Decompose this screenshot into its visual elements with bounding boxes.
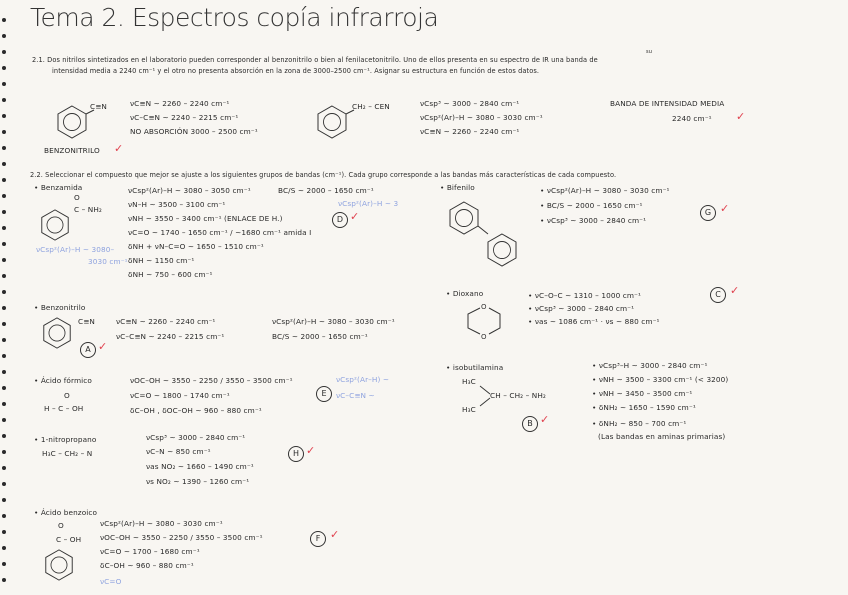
benzene-ring-2 [314,104,350,140]
benzoico-line5: νC=O [100,577,122,586]
ex2-statement: 2.2. Seleccionar el compuesto que mejor se ajuste a los siguientes grupos de bandas (cm⁻¹). Cada grupo corresponde a las bandas más características de cada compuesto. [30,171,617,179]
page-title: Tema 2. Espectros copía infrarroja [30,3,439,32]
bifenilo-line3: • νCsp³ ~ 3000 – 2840 cm⁻¹ [540,216,647,225]
ex1-c1-line2: νC–C≡N ~ 2240 – 2215 cm⁻¹ [130,113,239,122]
check-mark: ✓ [736,110,746,123]
isobutilamina-line2: • νNH ~ 3500 – 3300 cm⁻¹ (< 3200) [592,375,729,384]
benzamida-line3: νNH ~ 3550 – 3400 cm⁻¹ (ENLACE DE H.) [128,214,283,223]
benzene-ring-benzamida [38,208,72,242]
check-mark: ✓ [720,202,730,215]
benzoico-line4: δC–OH ~ 960 – 880 cm⁻¹ [100,561,194,570]
benzoico-name: • Ácido benzoico [34,508,98,517]
isobutylamine-bonds [478,384,492,408]
benzamida-line6: δNH ~ 1150 cm⁻¹ [128,256,195,265]
nitropropano-structure: H₃C – CH₂ – N [42,449,93,458]
isobutilamina-line4: • δNH₂ ~ 1650 – 1590 cm⁻¹ [592,403,696,412]
benzoico-o: O [58,521,64,530]
answer-circle: A [80,342,96,358]
dioxano-name: • Dioxano [446,289,484,298]
benzamida-line7: δNH ~ 750 – 600 cm⁻¹ [128,270,213,279]
ex1-c1-substituent: C≡N [90,102,107,111]
check-mark: ✓ [306,444,316,457]
benzamida-line4: νC=O ~ 1740 – 1650 cm⁻¹ / ~1680 cm⁻¹ amida I [128,228,312,237]
ex1-c2-line3: νC≡N ~ 2260 – 2240 cm⁻¹ [420,127,520,136]
bifenilo-line1: • νCsp²(Ar)–H ~ 3080 – 3030 cm⁻¹ [540,186,670,195]
benzonitrilo-line1: νC≡N ~ 2260 – 2240 cm⁻¹ [116,317,216,326]
answer-circle: F [310,531,326,547]
answer-circle: B [522,416,538,432]
isobutilamina-line6: (Las bandas en aminas primarias) [598,432,726,441]
isobutilamina-struct-3: H₃C [462,405,476,414]
check-mark: ✓ [98,340,108,353]
benzamida-line2: νN–H ~ 3500 – 3100 cm⁻¹ [128,200,226,209]
ex1-c3-line2: 2240 cm⁻¹ [672,114,712,123]
benzamida-o: O [74,193,80,202]
isobutilamina-line1: • νCsp³–H ~ 3000 – 2840 cm⁻¹ [592,361,708,370]
benzonitrilo-line4: BC/S ~ 2000 – 1650 cm⁻¹ [272,332,368,341]
check-mark: ✓ [730,284,740,297]
benzoico-substituent: C – OH [56,535,82,544]
nitropropano-name: • 1-nitropropano [34,435,97,444]
benzonitrilo-line2: νC–C≡N ~ 2240 – 2215 cm⁻¹ [116,332,225,341]
answer-circle: G [700,205,716,221]
benzonitrilo-substituent: C≡N [78,317,95,326]
formico-structure: H – C – OH [44,404,84,413]
ex1-c1-line3: NO ABSORCIÓN 3000 – 2500 cm⁻¹ [130,127,258,136]
isobutilamina-name: • isobutilamina [446,363,504,372]
dioxane-structure [462,302,506,340]
isobutilamina-struct-1: H₃C [462,377,476,386]
ex1-statement-line1: 2.1. Dos nitrilos sintetizados en el laboratorio pueden corresponder al benzonitrilo o bien al fenilacetonitrilo. Uno de ellos presenta en su espectro de IR una banda de [32,56,598,64]
answer-circle: C [710,287,726,303]
dioxano-line3: • νas ~ 1086 cm⁻¹ · νs ~ 880 cm⁻¹ [528,317,660,326]
benzonitrilo-line3: νCsp²(Ar)–H ~ 3080 – 3030 cm⁻¹ [272,317,395,326]
benzamida-bcs: BC/S ~ 2000 – 1650 cm⁻¹ [278,186,374,195]
ex1-note-su: su [646,49,652,55]
benzene-ring-1 [54,104,90,140]
answer-circle: E [316,386,332,402]
svg-text:O: O [481,303,487,311]
ex1-statement-line2: intensidad media a 2240 cm⁻¹ y el otro no presenta absorción en la zona de 3000–2500 cm⁻¹. Asignar su estructura en función de estos datos. [52,67,540,75]
biphenyl-structure [446,200,522,270]
benzene-ring-benzoico [42,548,76,582]
answer-circle: H [288,446,304,462]
ex1-c2-line1: νCsp³ ~ 3000 – 2840 cm⁻¹ [420,99,520,108]
nitropropano-line1: νCsp³ ~ 3000 – 2840 cm⁻¹ [146,433,246,442]
formico-blue-line1: νCsp²(Ar–H) ~ [336,375,390,384]
isobutilamina-struct-2: CH – CH₂ – NH₂ [490,391,546,400]
check-mark: ✓ [114,142,124,155]
dioxano-line1: • νC–O–C ~ 1310 – 1000 cm⁻¹ [528,291,642,300]
benzamida-line1: νCsp²(Ar)–H ~ 3080 – 3050 cm⁻¹ [128,186,251,195]
benzoico-line3: νC=O ~ 1700 – 1680 cm⁻¹ [100,547,200,556]
formico-line1: νOC–OH ~ 3550 – 2250 / 3550 – 3500 cm⁻¹ [130,376,293,385]
bifenilo-line2: • BC/S ~ 2000 – 1650 cm⁻¹ [540,201,643,210]
benzene-ring-benzonitrilo [40,316,74,350]
isobutilamina-line3: • νNH ~ 3450 – 3500 cm⁻¹ [592,389,693,398]
nitropropano-line3: νas NO₂ ~ 1660 – 1490 cm⁻¹ [146,462,254,471]
ex1-c1-line1: νC≡N ~ 2260 – 2240 cm⁻¹ [130,99,230,108]
formico-blue-line2: νC–C≡N ~ [336,391,375,400]
benzoico-line2: νOC–OH ~ 3550 – 2250 / 3550 – 3500 cm⁻¹ [100,533,263,542]
benzamida-blue-side-line2: 3030 cm⁻¹ [88,257,128,266]
benzonitrilo-name: • Benzonitrilo [34,303,86,312]
check-mark: ✓ [330,528,340,541]
benzamida-line5: δNH + νN–C=O ~ 1650 – 1510 cm⁻¹ [128,242,264,251]
svg-text:O: O [481,333,487,341]
ex1-c2-substituent: CH₂ – CEN [352,102,390,111]
benzamida-blue-side-line1: νCsp²(Ar)–H ~ 3080– [36,245,115,254]
check-mark: ✓ [350,210,360,223]
benzamida-name: • Benzamida [34,183,83,192]
formico-line3: δC–OH , δOC–OH ~ 960 – 880 cm⁻¹ [130,406,262,415]
bifenilo-name: • Bifenilo [440,183,475,192]
isobutilamina-line5: • δNH₂ ~ 850 – 700 cm⁻¹ [592,419,687,428]
formico-name: • Ácido fórmico [34,376,92,385]
dioxano-line2: • νCsp³ ~ 3000 – 2840 cm⁻¹ [528,304,635,313]
ex1-c3-line1: BANDA DE INTENSIDAD MEDIA [610,99,725,108]
formico-line2: νC=O ~ 1800 – 1740 cm⁻¹ [130,391,230,400]
check-mark: ✓ [540,413,550,426]
answer-circle: D [332,212,348,228]
benzamida-substituent: C – NH₂ [74,205,102,214]
ex1-c2-line2: νCsp²(Ar)–H ~ 3080 – 3030 cm⁻¹ [420,113,543,122]
nitropropano-line2: νC–N ~ 850 cm⁻¹ [146,447,211,456]
formico-o: O [64,391,70,400]
benzoico-line1: νCsp²(Ar)–H ~ 3080 – 3030 cm⁻¹ [100,519,223,528]
ex1-c1-name: BENZONITRILO [44,146,100,155]
nitropropano-line4: νs NO₂ ~ 1390 – 1260 cm⁻¹ [146,477,250,486]
benzamida-blue-note: νCsp²(Ar)–H ~ 3 [338,199,399,208]
